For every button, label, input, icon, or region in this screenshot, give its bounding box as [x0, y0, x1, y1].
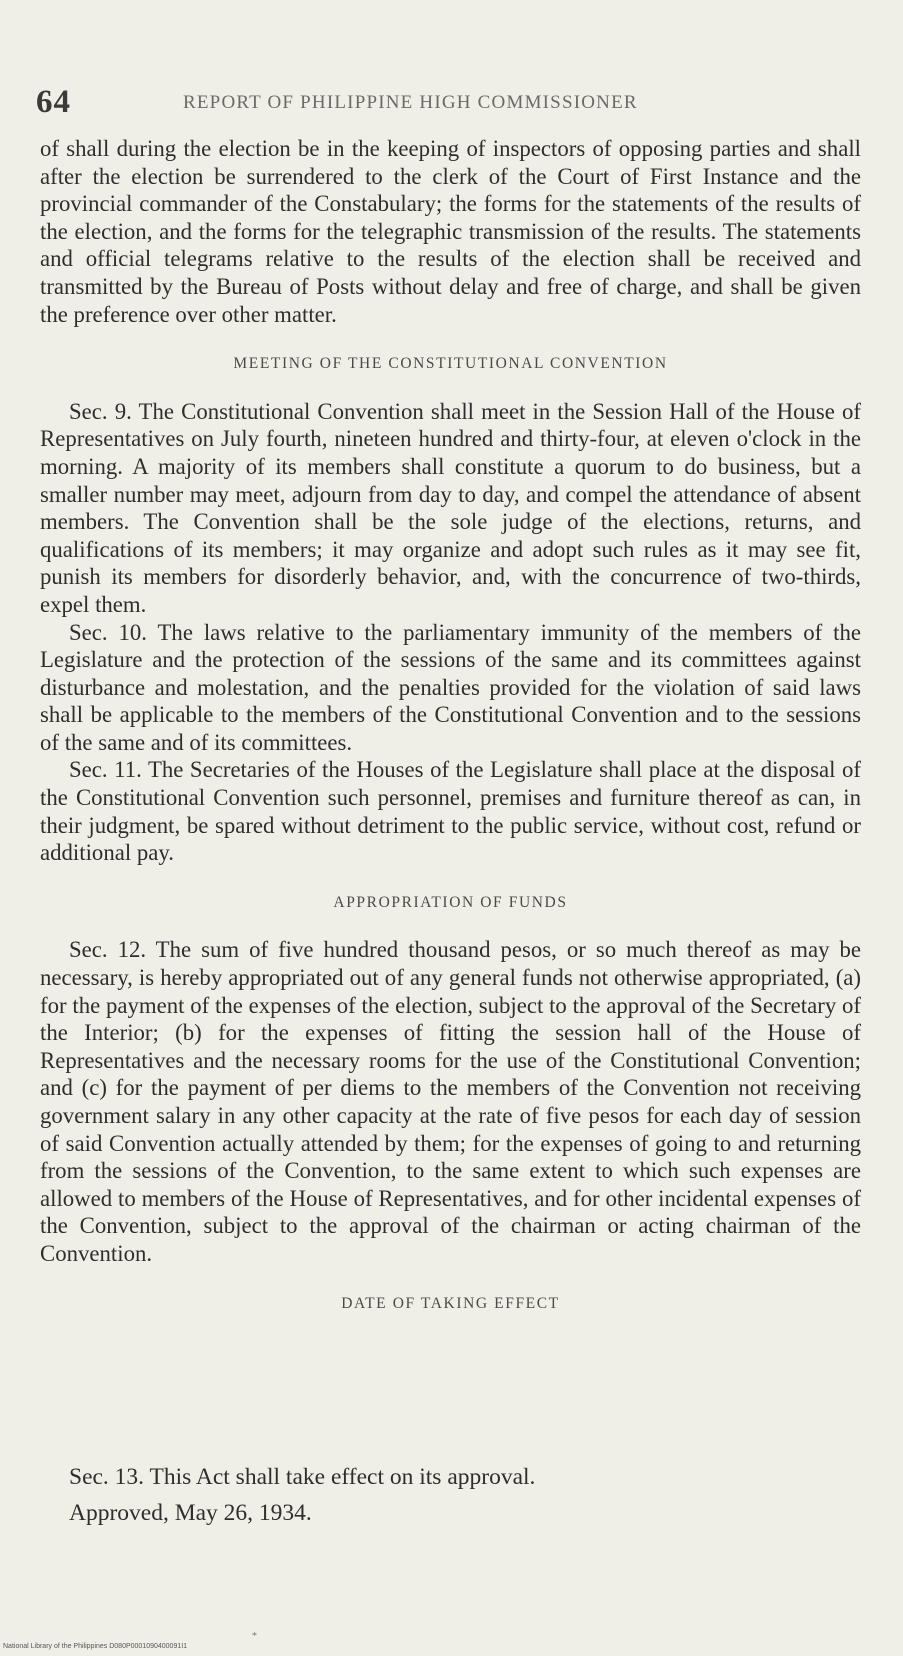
running-head: REPORT OF PHILIPPINE HIGH COMMISSIONER: [183, 92, 638, 113]
closing-block: [40, 1459, 861, 1531]
section-10: Sec. 10. The laws relative to the parliamentary immunity of the members of the Legislature and the protection of the sessions of the same and its committees against disturbance and molestation, and the penalties provided for the violation of said laws shall be applicable to the members of the Constitutional Convention and to the sessions of the same and of its committees.: [40, 619, 861, 755]
paragraph-intro: of shall during the election be in the keeping of inspectors of opposing parties and shall after the election be surrendered to the clerk of the Court of First Instance and the provincial commander of the Constabulary; the forms for the statements of the results of the election, and the forms for the telegraphic transmission of the results. The statements and official telegrams relative to the results of the election shall be received and transmitted by the Bureau of Posts without delay and free of charge, and shall be given the preference over other matter.: [40, 136, 861, 327]
section-13: Sec. 13. This Act shall take effect on its approval.: [69, 1464, 536, 1490]
source-line: National Library of the Philippines D080P0001090400091I1: [3, 1643, 188, 1650]
footer-mark: *: [252, 1631, 257, 1642]
page-number: 64: [36, 84, 71, 120]
body-text: [40, 135, 861, 1337]
approval-date: Approved, May 26, 1934.: [69, 1500, 312, 1526]
page-header: [36, 84, 876, 120]
section-9: Sec. 9. The Constitutional Convention shall meet in the Session Hall of the House of Representatives on July fourth, nineteen hundred and thirty-four, at eleven o'clock in the morning. A majority of its members shall constitute a quorum to do business, but a smaller number may meet, adjourn from day to day, and compel the attendance of absent members. The Convention shall be the sole judge of the elections, returns, and qualifications of its members; it may organize and adopt such rules as it may see fit, punish its members for disorderly behavior, and, with the concurrence of two-thirds, expel them.: [40, 398, 861, 617]
section-heading-date: DATE OF TAKING EFFECT: [341, 1294, 560, 1312]
section-12: Sec. 12. The sum of five hundred thousand pesos, or so much thereof as may be necessary, is hereby appropriated out of any general funds not otherwise appropriated, (a) for the payment of the expenses of the election, subject to the approval of the Secretary of the Interior; (b) for the expenses of fitting the session hall of the House of Representatives and the necessary rooms for the use of the Constitutional Convention; and (c) for the payment of per diems to the members of the Convention not receiving government salary in any other capacity at the rate of five pesos for each day of session of said Convention actually attended by them; for the expenses of going to and returning from the sessions of the Convention, to the same extent to which such expenses are allowed to members of the House of Representatives, and for other incidental expenses of the Convention, subject to the approval of the chairman or acting chairman of the Convention.: [40, 937, 861, 1266]
section-heading-meeting: MEETING OF THE CONSTITUTIONAL CONVENTION: [233, 355, 668, 373]
section-heading-appropriation: APPROPRIATION OF FUNDS: [333, 893, 568, 911]
section-11: Sec. 11. The Secretaries of the Houses of the Legislature shall place at the disposal of the Constitutional Convention such personnel, premises and furniture thereof as can, in their judgment, be spared without detriment to the public service, without cost, refund or additional pay.: [40, 757, 861, 866]
